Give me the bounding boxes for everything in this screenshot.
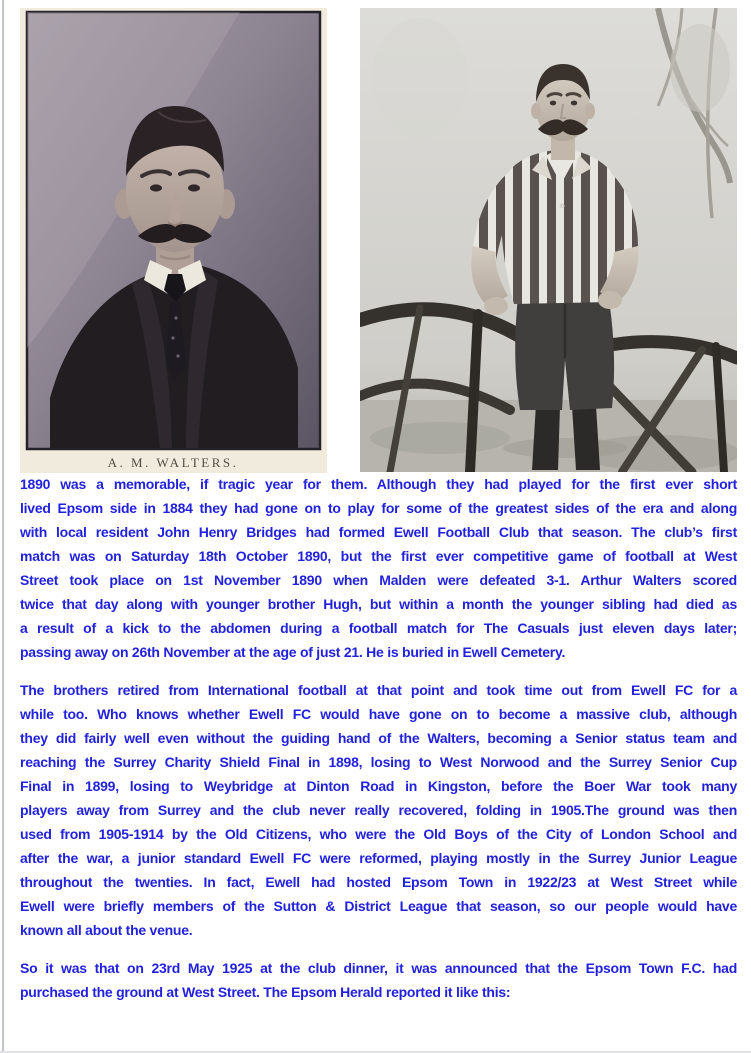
page-edge-line [2,0,4,1053]
text-line: players away from Surrey and the club never really recovered, folding in 1905.The ground was then [20,802,737,818]
text-line: they did fairly well even without the guiding hand of the Walters, becoming a Senior status team and [20,730,737,746]
text-line: purchased the ground at West Street. The Epsom Herald reported it like this: [20,984,511,1000]
text-line: reaching the Surrey Charity Shield Final in 1898, losing to West Norwood and the Surrey Senior Cup [20,754,737,770]
paragraph [20,472,737,664]
text-line: match was on Saturday 18th October 1890, but the first ever competitive game of football at West [20,548,737,564]
paragraph [20,678,737,942]
portrait-photo-am-walters [20,8,327,473]
text-line: So it was that on 23rd May 1925 at the club dinner, it was announced that the Epsom Town F.C. had [20,960,737,976]
text-line: The brothers retired from International football at that point and took time out from Ewell FC for a [20,682,737,698]
text-line: Street took place on 1st November 1890 when Malden were defeated 3-1. Arthur Walters scored [20,572,737,588]
text-line: twice that day along with younger brother Hugh, but within a month the younger sibling had died as [20,596,737,612]
footballer-illustration [360,8,737,472]
text-line: with local resident John Henry Bridges had formed Ewell Football Club that season. The club’s first [20,524,737,540]
text-line: 1890 was a memorable, if tragic year for them. Although they had played for the first ever short [20,476,737,492]
text-line: Ewell were briefly members of the Sutton & District League that season, so our people would have [20,898,737,914]
text-line: lived Epsom side in 1884 they had gone on to play for some of the greatest sides of the era and along [20,500,737,516]
text-line: a result of a kick to the abdomen during a football match for The Casuals just eleven days later; [20,620,737,636]
photo-caption: A. M. WALTERS. [107,455,239,470]
text-line: Final in 1899, losing to Weybridge at Dinton Road in Kingston, before the Boer War took many [20,778,737,794]
text-line: while too. Who knows whether Ewell FC would have gone on to become a massive club, although [20,706,737,722]
article-text [20,472,737,1004]
text-line: used from 1905-1914 by the Old Citizens, who were the Old Boys of the City of London School and [20,826,737,842]
text-line: after the war, a junior standard Ewell FC were reformed, playing mostly in the Surrey Junior League [20,850,737,866]
paragraph [20,956,737,1004]
text-line: known all about the venue. [20,922,193,938]
footballer-photo [360,8,737,472]
portrait-illustration [20,8,327,473]
text-line: throughout the twenties. In fact, Ewell had hosted Epsom Town in 1922/23 at West Street while [20,874,737,890]
text-line: passing away on 26th November at the age of just 21. He is buried in Ewell Cemetery. [20,644,566,660]
